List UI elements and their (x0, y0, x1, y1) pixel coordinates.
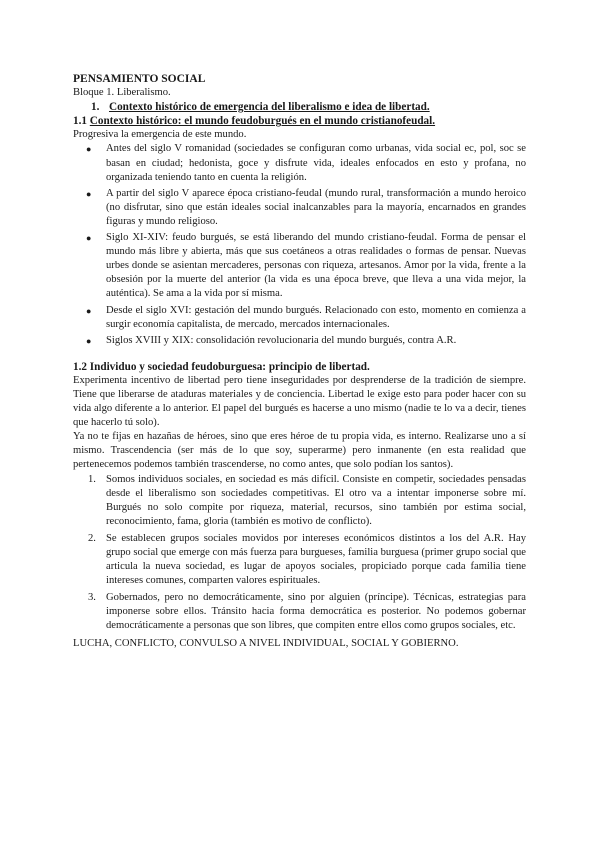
list-item-text: Se establecen grupos sociales movidos por intereses económicos distintos a los del A.R. Hay grupo social que emerge con más fuerza para burgueses, familia burguesa (primer grupo social que articula la nueva sociedad, es lugar de apoyos sociales, propiciado porque cada familia tiene intereses comunes, comparten valores espirituales. (106, 532, 526, 587)
section-1-heading (91, 100, 526, 114)
list-item (86, 304, 526, 332)
bullet-list (73, 142, 526, 347)
list-item (88, 591, 526, 633)
page-title: PENSAMIENTO SOCIAL (73, 73, 206, 85)
list-item-text: Siglo XI-XIV: feudo burgués, se está liberando del mundo cristiano-feudal. Forma de pensar el mundo más libre y abierta, más que sus coetáneos a otras realidades o formas de pensar. Nuevas urbes donde se asientan mercaderes, personas con riqueza, artesanos. Amor por la vida, frente a la obsesión por la muerte del anterior (la vida es una época breve, que lleva a una vida mejor, la auténtica). Se ama a la vida por sí misma. (106, 232, 526, 300)
list-item (86, 187, 526, 229)
bullet-dot-icon: ● (86, 144, 92, 155)
section-1-heading-text: Contexto histórico de emergencia del liberalismo e idea de libertad. (109, 101, 430, 114)
list-item-text: A partir del siglo V aparece época cristiano-feudal (mundo rural, transformación a mundo heroico (no disfrutar, sino que están ideales social inalcanzables para la mayoría, encarnados en grandes figuras y mundo religioso. (106, 187, 526, 227)
subsection-1-2-heading-text: Individuo y sociedad feudoburguesa: principio de libertad. (89, 360, 370, 373)
list-item-number: 1. (88, 473, 96, 485)
subsection-1-1-heading (73, 114, 526, 128)
closing-statement: LUCHA, CONFLICTO, CONVULSO A NIVEL INDIVIDUAL, SOCIAL Y GOBIERNO. (73, 637, 459, 649)
bullet-dot-icon: ● (86, 233, 92, 244)
section-1-number: 1. (91, 101, 100, 114)
section-spacer (73, 350, 526, 360)
bullet-dot-icon: ● (86, 188, 92, 199)
numbered-list (73, 473, 526, 634)
list-item (86, 334, 526, 348)
subsection-1-1-intro: Progresiva la emergencia de este mundo. (73, 129, 247, 141)
list-item (86, 142, 526, 184)
subsection-1-2-heading (73, 360, 526, 374)
subsection-1-1-number: 1.1 (73, 115, 87, 128)
block-subtitle: Bloque 1. Liberalismo. (73, 87, 171, 99)
list-item-text: Gobernados, pero no democráticamente, sino por alguien (príncipe). Técnicas, estrategias para imponerse sobre ellos. Tránsito hacia forma democrática es posterior. No podemos gobernar democráticamente a personas que son libres, que compiten entre ellos como grupos sociales, etc. (106, 592, 526, 632)
list-item (88, 532, 526, 588)
list-item-text: Somos individuos sociales, en sociedad es más difícil. Consiste en competir, sociedades pensadas desde el liberalismo son sociedades competitivas. El otro va a intentar imponerse sobre mí. Burgués no solo compite por riqueza, material, recursos, sino también por estima social, reconocimiento, fama, gloria (también es motivo de conflicto). (106, 473, 526, 527)
list-item-number: 2. (88, 532, 96, 544)
bullet-dot-icon: ● (86, 335, 92, 346)
list-item-number: 3. (88, 592, 96, 604)
list-item (88, 473, 526, 529)
paragraph: Ya no te fijas en hazañas de héroes, sino que eres héroe de tu propia vida, es interno. Realizarse uno a sí mismo. Trascendencia (ser más de lo que soy, superarme) pero inmanente (en esta realidad que pertenecemos podemos también trascenderse, no como antes, que solo podían los santos). (73, 431, 526, 471)
subsection-1-2-number: 1.2 (73, 360, 87, 373)
list-item-text: Desde el siglo XVI: gestación del mundo burgués. Relacionado con esto, momento en comienza a surgir economía capitalista, de mercado, mercados internacionales. (106, 304, 526, 330)
list-item (86, 231, 526, 301)
list-item-text: Siglos XVIII y XIX: consolidación revolucionaria del mundo burgués, contra A.R. (106, 334, 457, 346)
bullet-dot-icon: ● (86, 305, 92, 316)
subsection-1-1-heading-text: Contexto histórico: el mundo feudoburgués en el mundo cristianofeudal. (89, 115, 436, 128)
paragraph: Experimenta incentivo de libertad pero tiene inseguridades por desprenderse de la tradición de siempre. Tiene que liberarse de ataduras materiales y de conciencia. Libertad le exige esto para poder hacer con su vida algo diferente a lo anterior. El papel del burgués es hacerse a uno mismo (nadie te lo va a decir, tienes que hacerlo tú solo). (73, 374, 526, 429)
list-item-text: Antes del siglo V romanidad (sociedades se configuran como urbanas, vida social ec, pol, soc se basan en ciudad; hedonista, goce y disfrute vida, ideales enfocados en esto y profana, no organizada teniendo tanto en cuenta la religión. (106, 143, 526, 183)
